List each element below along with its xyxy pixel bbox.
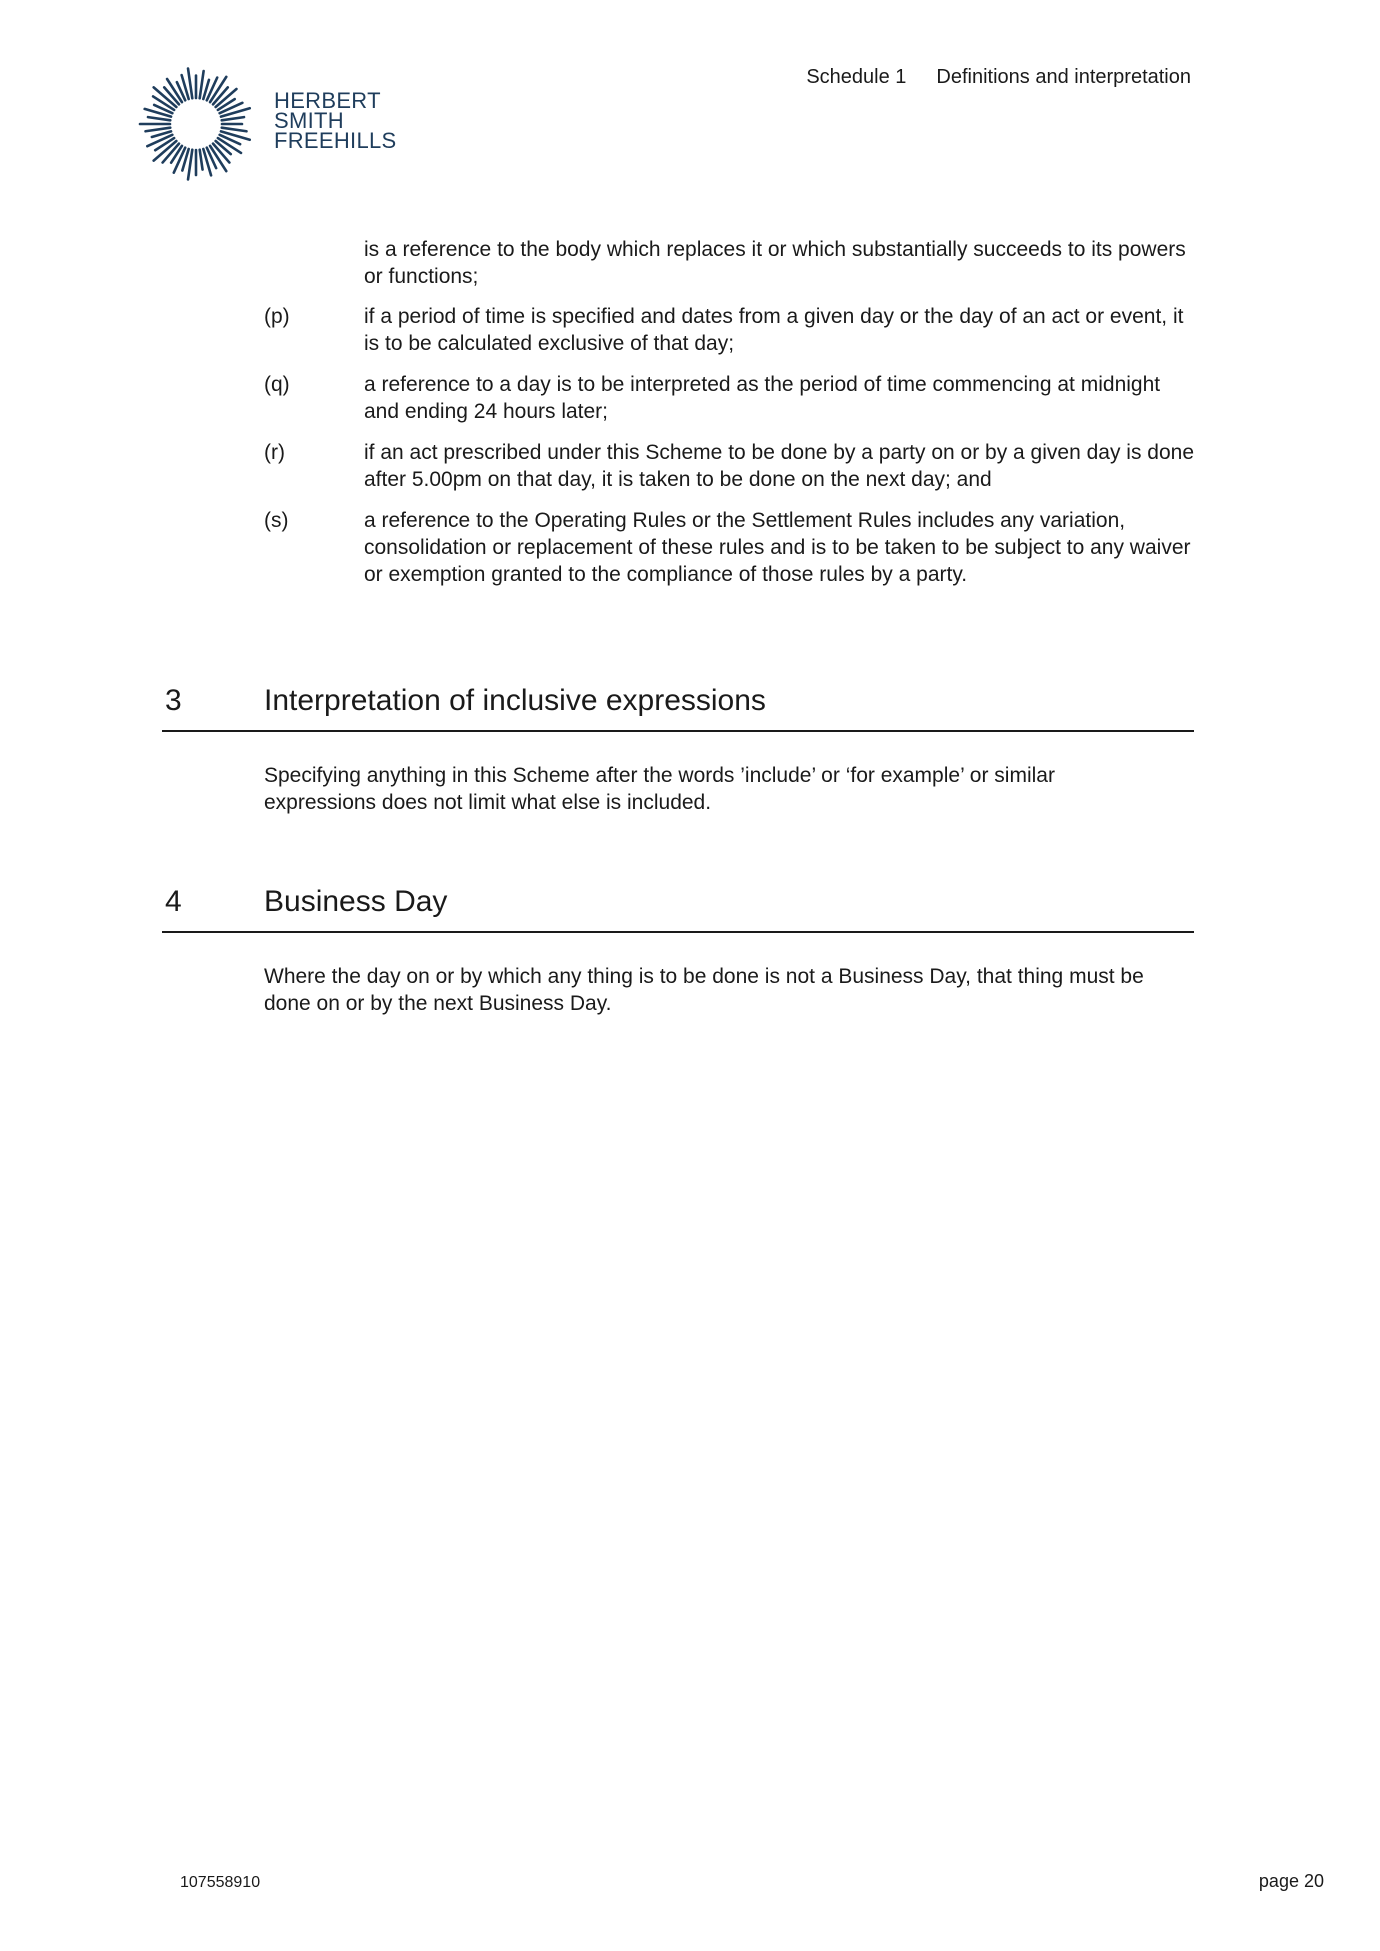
section-title: Interpretation of inclusive expressions (264, 684, 766, 717)
logo-ray (188, 150, 192, 180)
section-heading-4 (162, 885, 1194, 933)
logo-ray (200, 71, 204, 98)
schedule-label: Schedule 1 (806, 66, 907, 88)
section-number: 4 (165, 885, 182, 918)
logo-wordmark (274, 88, 397, 153)
clause-q (264, 371, 1194, 425)
section-label: Definitions and interpretation (936, 66, 1191, 88)
clause-r (264, 439, 1194, 493)
logo-ray (148, 117, 170, 120)
logo-line-1: HERBERT (274, 88, 381, 113)
section-title: Business Day (264, 885, 448, 918)
sunburst-logo-icon (136, 64, 256, 184)
logo-ray (200, 150, 203, 170)
continuation-text: is a reference to the body which replaces it or which substantially succeeds to its powers or functions; (364, 238, 1186, 288)
section-heading-3 (162, 684, 1194, 732)
clause-text: a reference to the Operating Rules or the Settlement Rules includes any variation, consolidation or replacement of these rules and is to be taken to be subject to any waiver or exemption granted to the compliance of those rules by a party. (364, 509, 1191, 586)
clause-label: (q) (264, 373, 290, 396)
document-id: 107558910 (180, 1874, 261, 1891)
clause-label: (r) (264, 441, 285, 464)
clause-label: (s) (264, 509, 289, 532)
section-body-4: Where the day on or by which any thing is to be done is not a Business Day, that thing must be done on or by the next Business Day. (264, 965, 1144, 1015)
logo-ray (222, 117, 244, 120)
page-number: page 20 (1258, 1871, 1324, 1891)
clause-text: if a period of time is specified and dates from a given day or the day of an act or event, it is to be calculated exclusive of that day; (364, 305, 1184, 355)
logo-line-3: FREEHILLS (274, 128, 397, 153)
clause-text: a reference to a day is to be interpreted as the period of time commencing at midnight and ending 24 hours later; (364, 373, 1161, 423)
logo-ray (146, 128, 171, 132)
clause-p (264, 303, 1194, 357)
logo-ray (222, 128, 247, 132)
logo-ray (188, 69, 192, 99)
section-body-3: Specifying anything in this Scheme after the words ’include’ or ‘for example’ or similar expressions does not limit what else is included. (264, 764, 1055, 814)
clause-s (264, 507, 1194, 588)
clause-label: (p) (264, 305, 290, 328)
section-number: 3 (165, 684, 182, 717)
logo-line-2: SMITH (274, 108, 344, 133)
clause-text: if an act prescribed under this Scheme to be done by a party on or by a given day is done after 5.00pm on that day, it is taken to be done on the next day; and (364, 441, 1195, 491)
running-header (806, 66, 1191, 89)
